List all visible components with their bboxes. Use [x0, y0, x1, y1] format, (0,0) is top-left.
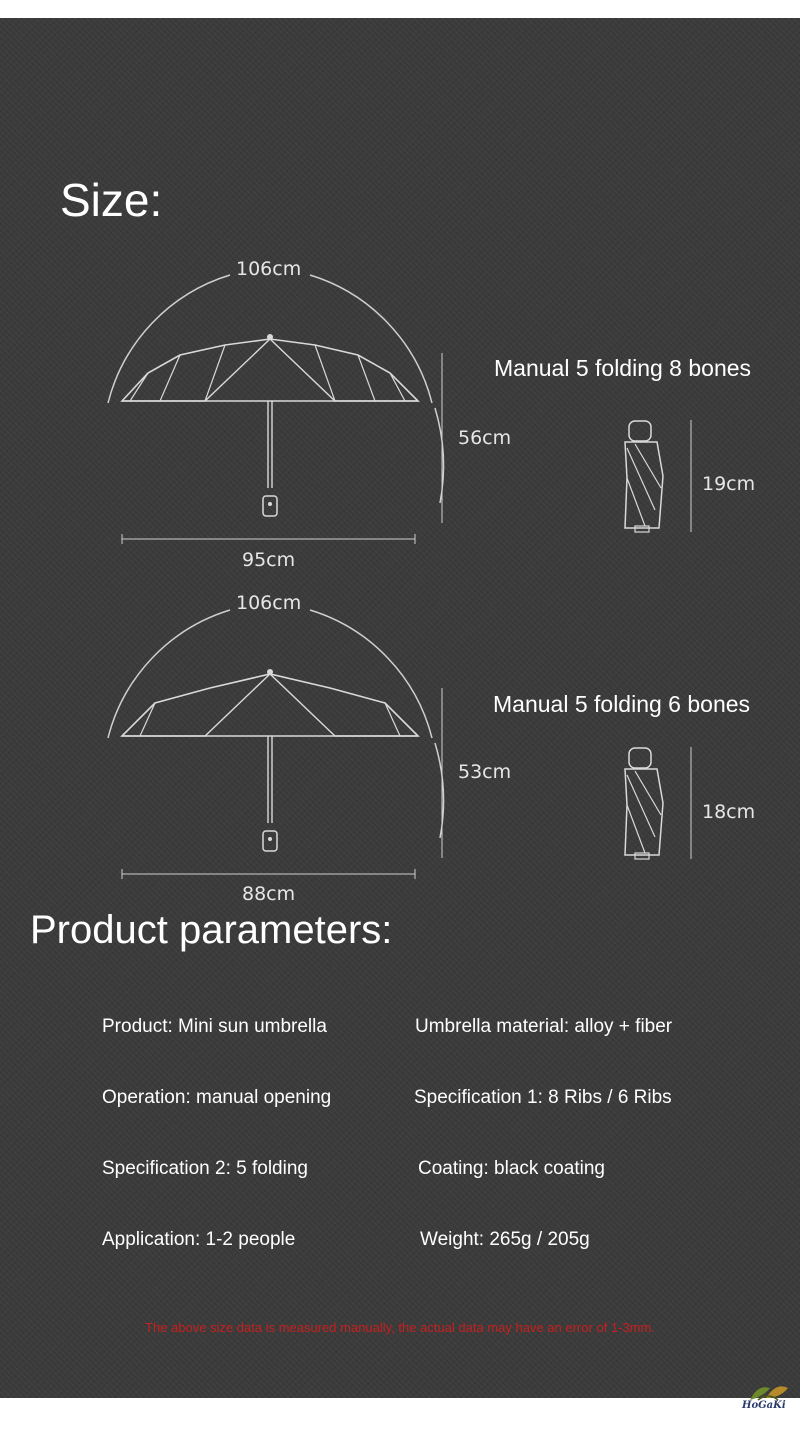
param-operation: Operation: manual opening: [102, 1087, 332, 1108]
model-name: Manual 5 folding 8 bones: [494, 355, 752, 381]
open-umbrella-6-bones-icon: [100, 598, 460, 868]
param-application: Application: 1-2 people: [102, 1229, 296, 1250]
arc-length-label: 106cm: [236, 592, 302, 614]
param-weight: Weight: 265g / 205g: [420, 1229, 590, 1250]
folded-length-label: 18cm: [702, 801, 756, 823]
param-spec-1: Specification 1: 8 Ribs / 6 Ribs: [414, 1087, 672, 1108]
param-product: Product: Mini sun umbrella: [102, 1016, 327, 1037]
disclaimer-text: The above size data is measured manually, the actual data may have an error of 1-3mm.: [145, 1320, 655, 1335]
open-umbrella-8-bones-icon: [100, 263, 460, 533]
size-title: Size:: [60, 174, 163, 226]
width-label: 88cm: [242, 883, 296, 905]
folded-umbrella-icon: [615, 418, 705, 538]
folded-umbrella-icon: [615, 745, 705, 865]
height-label: 53cm: [458, 761, 512, 783]
param-material: Umbrella material: alloy + fiber: [415, 1016, 673, 1037]
height-label: 56cm: [458, 427, 512, 449]
arc-length-label: 106cm: [236, 258, 302, 280]
model-name: Manual 5 folding 6 bones: [493, 691, 751, 717]
params-title: Product parameters:: [30, 908, 393, 952]
param-coating: Coating: black coating: [418, 1158, 605, 1179]
param-spec-2: Specification 2: 5 folding: [102, 1158, 308, 1179]
product-panel: [0, 18, 800, 1398]
brand-name: HoGaKi: [742, 1400, 786, 1411]
width-label: 95cm: [242, 549, 296, 571]
folded-length-label: 19cm: [702, 473, 756, 495]
